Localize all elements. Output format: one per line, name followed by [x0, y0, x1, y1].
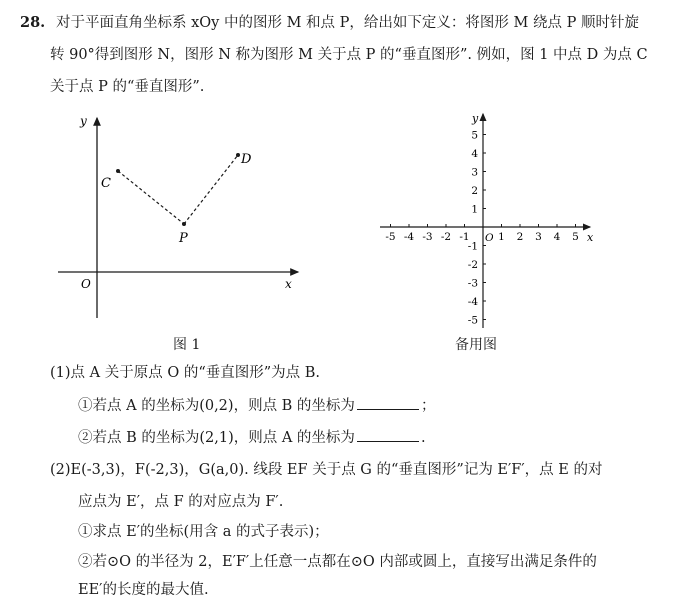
- figure-2: [380, 112, 594, 328]
- part1-q2: ②若点 B 的坐标为(2,1)，则点 A 的坐标为 .: [78, 430, 426, 446]
- fig1-segment-cp: [118, 171, 184, 224]
- fig1-label-y: y: [80, 114, 87, 128]
- part2-q2-line-1: ②若⊙O 的半径为 2，E′F′上任意一点都在⊙O 内部或圆上，直接写出满足条件的: [78, 554, 597, 570]
- part2-stem-line-1: (2)E(-3,3)，F(-2,3)，G(a,0). 线段 EF 关于点 G 的“垂直图形”记为 E′F′，点 E 的对: [50, 462, 603, 478]
- fig1-segment-pd: [184, 155, 238, 224]
- part1-stem: (1)点 A 关于原点 O 的“垂直图形”为点 B.: [50, 365, 321, 381]
- fig2-label-x: x: [587, 231, 594, 244]
- part2-stem-line-2: 应点为 E′，点 F 的对应点为 F′.: [78, 494, 284, 510]
- figure-2-caption: 备用图: [455, 337, 497, 353]
- part1-q1: ①若点 A 的坐标为(0,2)，则点 B 的坐标为 ；: [78, 398, 436, 414]
- fig2-x-tick-label: 5: [572, 231, 579, 243]
- part2-q1: ①求点 E′的坐标(用含 a 的式子表示)；: [78, 524, 329, 540]
- fig1-point-c: [116, 169, 120, 173]
- fig2-x-tick-label: -4: [403, 231, 415, 243]
- fig2-x-tick-label: -1: [459, 231, 470, 243]
- fig1-label-d: D: [241, 152, 252, 167]
- intro-line-1: 对于平面直角坐标系 xOy 中的图形 M 和点 P，给出如下定义：将图形 M 绕点 P 顺时针旋: [56, 15, 639, 31]
- fig2-y-tick-label: -3: [467, 277, 478, 290]
- fig2-y-tick-label: -1: [467, 240, 478, 253]
- fig2-y-tick-label: -5: [467, 314, 478, 327]
- problem-number: 28.: [20, 14, 46, 31]
- fig1-point-p: [182, 222, 186, 226]
- fig1-label-c: C: [101, 176, 111, 191]
- fig2-y-tick-label: 3: [471, 166, 478, 179]
- fig2-y-tick-label: 1: [471, 203, 478, 216]
- fig1-label-p: P: [179, 231, 188, 246]
- fig2-x-tick-label: 1: [498, 231, 505, 243]
- fig1-point-d: [236, 153, 240, 157]
- fig2-label-origin: O: [485, 232, 494, 244]
- fig2-y-tick-label: -2: [467, 259, 478, 271]
- fig2-x-tick-label: -2: [440, 231, 452, 243]
- fig2-x-tick-label: 3: [535, 231, 542, 243]
- answer-blank-1[interactable]: [357, 397, 419, 410]
- intro-line-2: 转 90°得到图形 N，图形 N 称为图形 M 关于点 P 的“垂直图形”. 例如，图 1 中点 D 为点 C: [50, 47, 648, 63]
- figure-1: [58, 114, 298, 318]
- fig2-x-tick-label: 4: [553, 231, 561, 243]
- fig2-y-tick-label: 5: [471, 129, 478, 142]
- fig2-y-tick-label: 4: [471, 148, 478, 160]
- fig2-y-tick-label: -4: [467, 296, 478, 308]
- fig2-label-y: y: [472, 112, 479, 125]
- fig2-x-tick-label: 2: [516, 231, 524, 243]
- figure-1-caption: 图 1: [173, 337, 201, 353]
- part2-q2-line-2: EE′的长度的最大值.: [78, 582, 209, 598]
- fig1-label-origin: O: [81, 277, 91, 291]
- fig2-x-tick-label: -5: [385, 231, 396, 243]
- fig2-y-tick-label: 2: [471, 185, 478, 197]
- intro-line-3: 关于点 P 的“垂直图形”.: [50, 79, 205, 95]
- fig2-x-tick-label: -3: [422, 231, 433, 243]
- fig1-label-x: x: [285, 277, 292, 291]
- answer-blank-2[interactable]: [357, 429, 419, 442]
